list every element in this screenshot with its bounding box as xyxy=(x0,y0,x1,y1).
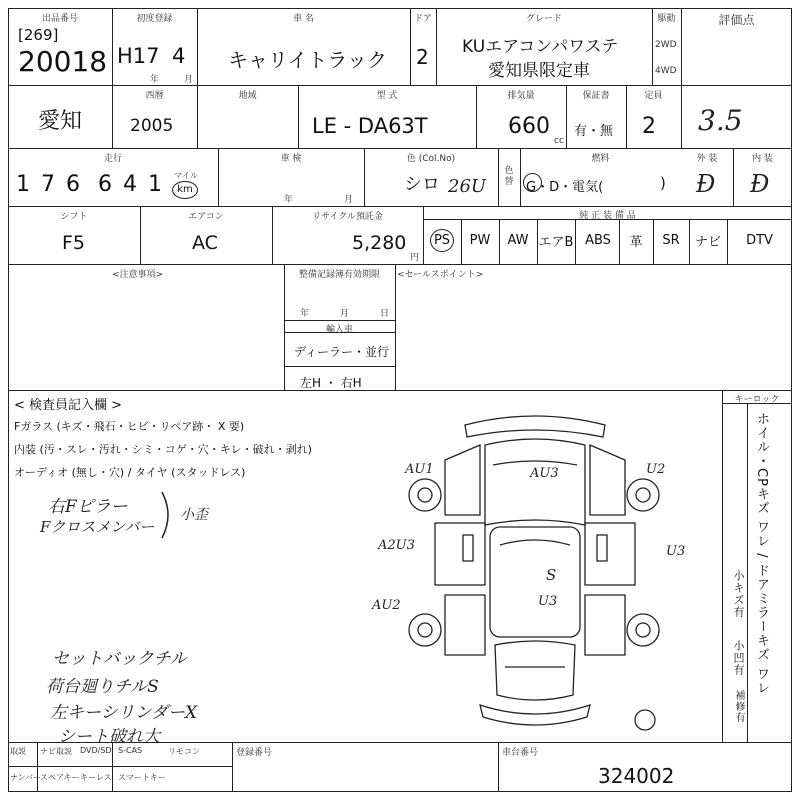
grade-line-1: KUエアコンパワステ xyxy=(462,37,619,57)
import-steering: 左H ・ 右H xyxy=(300,376,362,390)
inspector-header: < 検査員記入欄 > xyxy=(14,398,123,413)
inspection-year-label: 年 xyxy=(284,195,294,205)
ext-header: 外 装 xyxy=(696,154,718,164)
score-value: 3.5 xyxy=(698,104,743,137)
import-month: 月 xyxy=(340,309,350,319)
car-damage-diagram xyxy=(405,405,665,735)
diagram-mark-au3-front: AU3 xyxy=(530,466,559,481)
equip-leather: 革 xyxy=(629,234,643,250)
reg-month-unit: 月 xyxy=(184,75,194,85)
capacity-header: 定員 xyxy=(644,91,663,101)
reg-era: H17 xyxy=(117,44,160,68)
diagram-mark-au2: AU2 xyxy=(372,598,401,613)
inspection-header: 車 検 xyxy=(280,154,302,164)
reg-year-unit: 年 xyxy=(150,75,160,85)
note-setback: セットバックチル xyxy=(52,649,187,669)
reg-no-header: 登録番号 xyxy=(236,748,273,758)
note-key-cylinder: 左キーシリンダーX xyxy=(50,703,198,723)
notes-header: <注意事項> xyxy=(112,270,164,280)
drive-4wd: 4WD xyxy=(655,66,677,76)
fuel-g-circle xyxy=(523,173,542,192)
ext-mark: Ð xyxy=(696,170,716,198)
chassis-number: 324002 xyxy=(598,764,675,788)
grade-header: グレード xyxy=(525,14,562,24)
equip-aw: AW xyxy=(507,232,529,248)
side-note-repair: 補修有 xyxy=(733,690,744,723)
grade-line-2: 愛知県限定車 xyxy=(488,61,590,81)
warranty-header: 保証書 xyxy=(582,91,610,101)
model-type-value: LE - DA63T xyxy=(312,114,428,138)
model-year-value: 2005 xyxy=(130,116,174,136)
mileage-header: 走行 xyxy=(103,154,122,164)
equip-pw: PW xyxy=(469,232,491,248)
drive-header: 駆動 xyxy=(657,14,676,24)
reg-month: 4 xyxy=(172,44,186,68)
color-name: シロ xyxy=(404,174,440,195)
note-seat: シート破れ大 xyxy=(58,727,160,747)
equip-ps: PS xyxy=(423,219,461,261)
lot-number: 20018 xyxy=(18,45,108,78)
recycle-value: 5,280 xyxy=(352,232,407,254)
recycle-header: リサイクル預託金 xyxy=(312,212,383,222)
mileage-digit-5: 4 xyxy=(123,172,137,197)
diagram-mark-s: S xyxy=(546,566,557,584)
doors-header: ドア xyxy=(414,14,432,24)
fuel-value: G・D・電気( xyxy=(526,180,604,195)
note-slight-warp: 小歪 xyxy=(180,507,208,523)
note-pillar: 右Fピラー xyxy=(48,497,128,517)
equip-sunroof: SR xyxy=(662,232,680,248)
mileage-digit-6: 1 xyxy=(148,172,162,197)
shift-value: F5 xyxy=(62,232,86,254)
mileage-digit-4: 6 xyxy=(98,172,112,197)
color-code: 26U xyxy=(448,176,487,197)
sales-points-header: <セールスポイント> xyxy=(397,270,484,280)
color-change-label: 色替 xyxy=(504,166,514,187)
model-year-header: 西暦 xyxy=(145,91,164,101)
mileage-digit-1: 1 xyxy=(16,172,30,197)
lot-code: [269] xyxy=(18,26,59,44)
bottom-plate: ナンバー xyxy=(10,773,42,782)
region-header: 地域 xyxy=(238,91,257,101)
int-mark: Ð xyxy=(750,170,770,198)
import-year: 年 xyxy=(300,309,310,319)
recycle-unit: 円 xyxy=(410,253,420,263)
diagram-mark-u3-bed: U3 xyxy=(538,594,558,609)
diagram-mark-u3-right: U3 xyxy=(666,544,686,559)
name-header: 車 名 xyxy=(293,14,314,24)
doors-value: 2 xyxy=(416,45,429,69)
equip-abs: ABS xyxy=(585,232,611,248)
cc-header: 排気量 xyxy=(507,91,535,101)
aircon-value: AC xyxy=(192,232,218,254)
import-deadline-label: 整備記録簿有効期限 xyxy=(298,270,380,280)
int-header: 内 装 xyxy=(752,154,773,164)
aircon-header: エアコン xyxy=(188,212,224,222)
warranty-value: 有・無 xyxy=(574,124,614,139)
inspector-line-interior: 内装 (汚・スレ・汚れ・シミ・コゲ・穴・キレ・破れ・剥れ) xyxy=(14,443,312,456)
fuel-header: 燃料 xyxy=(591,154,610,164)
capacity-value: 2 xyxy=(642,114,656,139)
side-note-wheel-mirror: ホイル・CPキズ ワレ / ドアミラーキズ ワレ xyxy=(754,412,769,695)
equip-dtv: DTV xyxy=(746,232,773,248)
diagram-mark-u2: U2 xyxy=(646,462,666,477)
bottom-smart-key: スマートキー xyxy=(118,773,166,782)
side-note-small-dent: 小凹有 xyxy=(732,640,745,676)
diagram-mark-au1: AU1 xyxy=(405,462,434,477)
bottom-navi-manual: ナビ取説 xyxy=(40,747,72,756)
drive-2wd: 2WD xyxy=(655,40,677,50)
inspector-line-glass: Fガラス (キズ・飛石・ヒビ・リペア跡・ X 要) xyxy=(14,420,245,433)
equip-navi: ナビ xyxy=(694,234,721,250)
fuel-other-close: ) xyxy=(660,174,666,192)
diagram-mark-a2u3: A2U3 xyxy=(378,538,415,553)
mileage-unit-km: km xyxy=(172,181,198,199)
mileage-digit-3: 6 xyxy=(66,172,80,197)
reg-header: 初度登録 xyxy=(136,14,173,24)
note-crossmember: Fクロスメンバー xyxy=(40,518,155,536)
keylock-header: キーロック xyxy=(734,395,780,405)
side-note-small-scratch: 小キズ有 xyxy=(732,570,745,618)
bottom-manual: 取説 xyxy=(10,747,26,756)
inspection-month-label: 月 xyxy=(344,195,354,205)
equip-airbag: エアB xyxy=(538,234,574,250)
bottom-remote: リモコン xyxy=(168,747,200,756)
mileage-unit-mile: マイル xyxy=(174,171,198,180)
bottom-spare-key: スペアキー xyxy=(40,773,80,782)
bottom-keyless: キーレス xyxy=(80,773,112,782)
import-dealer: ディーラー・並行 xyxy=(294,345,390,359)
import-day: 日 xyxy=(380,309,390,319)
score-header: 評価点 xyxy=(718,13,755,27)
region-value: 愛知 xyxy=(38,109,83,134)
cc-unit: cc xyxy=(554,136,564,146)
bottom-scas: S-CAS xyxy=(118,746,143,755)
chassis-header: 車台番号 xyxy=(502,748,539,758)
equipment-header: 純 正 装 備 品 xyxy=(579,211,636,221)
note-bracket xyxy=(160,490,178,540)
mileage-digit-2: 7 xyxy=(41,172,55,197)
model-type-header: 型 式 xyxy=(376,91,398,101)
inspector-line-audio: オーディオ (無し・穴) / タイヤ (スタッドレス) xyxy=(14,466,246,479)
lot-header: 出品番号 xyxy=(41,14,78,24)
import-header: 輸入車 xyxy=(325,325,353,335)
car-name: キャリイトラック xyxy=(228,48,387,72)
note-cargo: 荷台廻りチルS xyxy=(46,677,159,697)
cc-value: 660 xyxy=(508,114,550,139)
color-header: 色 (Col.No) xyxy=(406,154,456,164)
bottom-dvd-sd: DVD/SD xyxy=(80,746,112,755)
shift-header: シフト xyxy=(60,212,88,222)
